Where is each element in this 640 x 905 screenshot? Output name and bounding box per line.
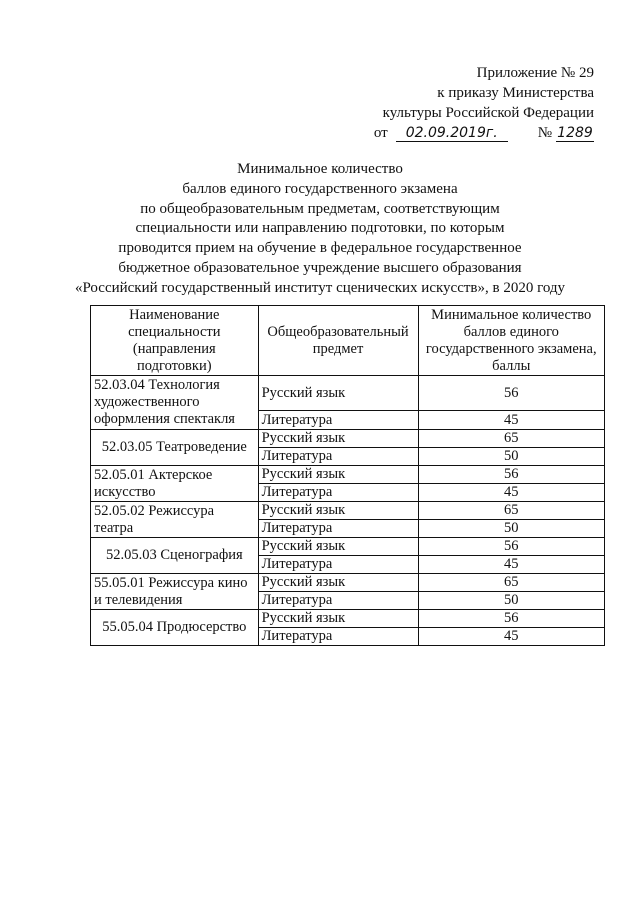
header-min-score: Минимальное количество баллов единого государственного экзамена, баллы: [418, 306, 605, 376]
appendix-order-ref: к приказу Министерства: [437, 85, 594, 101]
specialty-cell: 52.03.04 Технология художественного оформления спектакля: [91, 376, 259, 430]
score-cell: 45: [418, 411, 605, 430]
order-number-label: №: [537, 125, 552, 141]
specialty-cell: 55.05.01 Режиссура кино и телевидения: [91, 574, 259, 610]
score-cell: 56: [418, 466, 605, 484]
score-cell: 65: [418, 430, 605, 448]
appendix-ministry: культуры Российской Федерации: [382, 105, 594, 121]
subject-cell: Русский язык: [258, 466, 418, 484]
document-title: [40, 160, 600, 299]
score-cell: 50: [418, 520, 605, 538]
subject-cell: Русский язык: [258, 538, 418, 556]
title-line: специальности или направлению подготовки, по которым: [135, 220, 505, 237]
score-cell: 50: [418, 448, 605, 466]
appendix-header: [334, 63, 594, 143]
order-number-handwritten: 1289: [557, 125, 593, 141]
score-cell: 56: [418, 376, 605, 411]
table-row: [91, 610, 605, 628]
score-cell: 56: [418, 538, 605, 556]
subject-cell: Литература: [258, 484, 418, 502]
specialty-cell: 52.05.03 Сценография: [91, 538, 259, 574]
subject-cell: Литература: [258, 520, 418, 538]
title-line: по общеобразовательным предметам, соответствующим: [140, 200, 500, 217]
subject-cell: Литература: [258, 556, 418, 574]
table-row: [91, 466, 605, 484]
score-cell: 65: [418, 574, 605, 592]
score-cell: 65: [418, 502, 605, 520]
min-scores-table: [90, 305, 605, 646]
order-date-number-line: [334, 123, 594, 143]
score-cell: 56: [418, 610, 605, 628]
specialty-cell: 52.03.05 Театроведение: [91, 430, 259, 466]
table-row: [91, 574, 605, 592]
table-row: [91, 376, 605, 411]
appendix-number: Приложение № 29: [476, 65, 594, 81]
specialty-cell: 52.05.02 Режиссура театра: [91, 502, 259, 538]
subject-cell: Литература: [258, 628, 418, 646]
header-subject: Общеобразовательный предмет: [258, 306, 418, 376]
score-cell: 45: [418, 484, 605, 502]
table-row: [91, 430, 605, 448]
subject-cell: Литература: [258, 592, 418, 610]
table-row: [91, 502, 605, 520]
subject-cell: Русский язык: [258, 430, 418, 448]
subject-cell: Литература: [258, 448, 418, 466]
title-line: «Российский государственный институт сценических искусств», в 2020 году: [74, 279, 566, 296]
subject-cell: Русский язык: [258, 610, 418, 628]
title-line: баллов единого государственного экзамена: [182, 180, 458, 197]
score-cell: 50: [418, 592, 605, 610]
score-cell: 45: [418, 556, 605, 574]
title-line: Минимальное количество: [237, 161, 403, 177]
specialty-cell: 55.05.04 Продюсерство: [91, 610, 259, 646]
table-row: [91, 538, 605, 556]
subject-cell: Русский язык: [258, 376, 418, 411]
header-specialty: Наименование специальности (направления подготовки): [91, 306, 259, 376]
table-header-row: [91, 306, 605, 376]
title-line: бюджетное образовательное учреждение высшего образования: [118, 259, 522, 276]
specialty-cell: 52.05.01 Актерское искусство: [91, 466, 259, 502]
subject-cell: Литература: [258, 411, 418, 430]
subject-cell: Русский язык: [258, 574, 418, 592]
order-from-label: от: [373, 125, 388, 141]
title-line: проводится прием на обучение в федеральное государственное: [118, 240, 522, 257]
order-date-handwritten: 02.09.2019г.: [396, 125, 508, 142]
subject-cell: Русский язык: [258, 502, 418, 520]
score-cell: 45: [418, 628, 605, 646]
